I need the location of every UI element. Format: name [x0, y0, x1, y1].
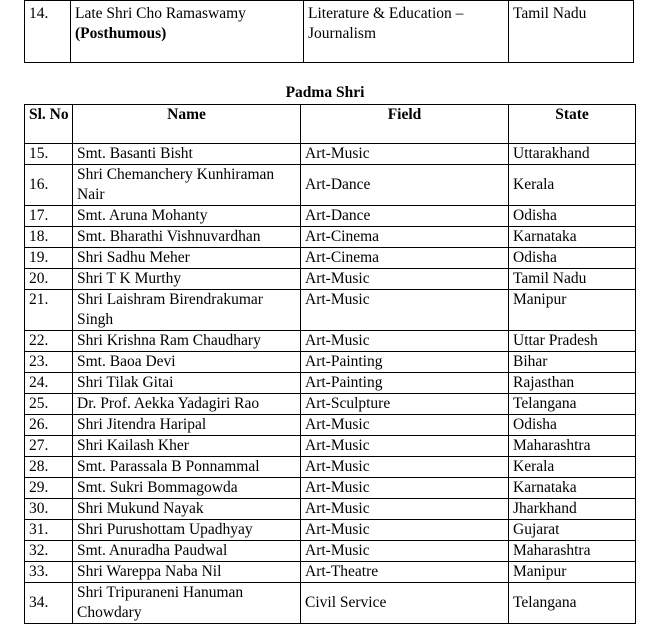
table-row — [25, 269, 636, 290]
field-cell: Art-Painting — [301, 352, 509, 373]
state-cell: Karnataka — [509, 478, 636, 499]
field-cell: Art-Music — [301, 144, 509, 165]
field-cell: Art-Cinema — [301, 227, 509, 248]
sl-cell: 25. — [25, 394, 73, 415]
field-cell: Art-Music — [301, 415, 509, 436]
state-cell: Gujarat — [509, 520, 636, 541]
header-state: State — [509, 105, 636, 144]
table-row — [25, 373, 636, 394]
name-cell: Smt. Sukri Bommagowda — [73, 478, 301, 499]
field-cell: Art-Music — [301, 290, 509, 331]
table-row — [25, 1, 634, 63]
name-cell: Smt. Anuradha Paudwal — [73, 541, 301, 562]
table-row — [25, 541, 636, 562]
name-cell: Shri Chemanchery Kunhiraman Nair — [73, 165, 301, 206]
table-row — [25, 499, 636, 520]
field-cell: Art-Painting — [301, 373, 509, 394]
state-cell: Kerala — [509, 165, 636, 206]
name-cell: Smt. Parassala B Ponnammal — [73, 457, 301, 478]
sl-cell: 23. — [25, 352, 73, 373]
name-cell: Shri Kailash Kher — [73, 436, 301, 457]
sl-cell: 32. — [25, 541, 73, 562]
name-cell: Shri Laishram Birendrakumar Singh — [73, 290, 301, 331]
name-cell: Shri Tripuraneni Hanuman Chowdary — [73, 583, 301, 624]
state-cell: Tamil Nadu — [509, 269, 636, 290]
table-row — [25, 165, 636, 206]
state-cell: Kerala — [509, 457, 636, 478]
section-title: Padma Shri — [285, 84, 365, 101]
name-cell: Shri T K Murthy — [73, 269, 301, 290]
sl-cell: 22. — [25, 331, 73, 352]
state-cell: Telangana — [509, 583, 636, 624]
header-name: Name — [73, 105, 301, 144]
state-cell: Odisha — [509, 415, 636, 436]
sl-cell: 27. — [25, 436, 73, 457]
field-cell: Art-Music — [301, 541, 509, 562]
field-cell: Art-Music — [301, 436, 509, 457]
table-row — [25, 352, 636, 373]
name-cell: Shri Krishna Ram Chaudhary — [73, 331, 301, 352]
name-cell: Smt. Baoa Devi — [73, 352, 301, 373]
awards-table-continued — [24, 0, 634, 63]
sl-cell: 17. — [25, 206, 73, 227]
table-row — [25, 227, 636, 248]
sl-cell: 21. — [25, 290, 73, 331]
field-cell: Art-Dance — [301, 206, 509, 227]
table-row — [25, 520, 636, 541]
name-cell: Shri Sadhu Meher — [73, 248, 301, 269]
field-cell: Art-Dance — [301, 165, 509, 206]
header-sl-no: Sl. No — [25, 105, 73, 144]
table-row — [25, 583, 636, 624]
field-cell: Art-Music — [301, 331, 509, 352]
padma-shri-table — [24, 104, 636, 624]
field-cell: Art-Music — [301, 269, 509, 290]
table-row — [25, 457, 636, 478]
field-cell: Art-Music — [301, 520, 509, 541]
table-row — [25, 562, 636, 583]
sl-cell: 15. — [25, 144, 73, 165]
state-cell: Manipur — [509, 290, 636, 331]
state-cell: Uttar Pradesh — [509, 331, 636, 352]
name-cell: Shri Wareppa Naba Nil — [73, 562, 301, 583]
posthumous-label: (Posthumous) — [75, 25, 167, 42]
sl-cell: 20. — [25, 269, 73, 290]
sl-cell: 16. — [25, 165, 73, 206]
sl-cell: 31. — [25, 520, 73, 541]
state-cell: Karnataka — [509, 227, 636, 248]
state-cell: Rajasthan — [509, 373, 636, 394]
sl-cell: 19. — [25, 248, 73, 269]
sl-cell: 33. — [25, 562, 73, 583]
table-row — [25, 415, 636, 436]
table-row — [25, 331, 636, 352]
name-cell: Smt. Basanti Bisht — [73, 144, 301, 165]
field-cell: Art-Music — [301, 478, 509, 499]
state-cell: Telangana — [509, 394, 636, 415]
name-cell: Smt. Bharathi Vishnuvardhan — [73, 227, 301, 248]
field-cell: Art-Music — [301, 457, 509, 478]
name-cell: Shri Tilak Gitai — [73, 373, 301, 394]
field-cell: Art-Music — [301, 499, 509, 520]
state-cell: Maharashtra — [509, 541, 636, 562]
field-cell: Literature & Education – Journalism — [304, 1, 509, 63]
state-cell: Jharkhand — [509, 499, 636, 520]
table-row — [25, 206, 636, 227]
field-cell: Civil Service — [301, 583, 509, 624]
header-row — [25, 105, 636, 144]
state-cell: Odisha — [509, 248, 636, 269]
name-cell: Smt. Aruna Mohanty — [73, 206, 301, 227]
sl-cell: 30. — [25, 499, 73, 520]
sl-cell: 29. — [25, 478, 73, 499]
table-row — [25, 478, 636, 499]
table-row — [25, 394, 636, 415]
table-row — [25, 436, 636, 457]
table-row — [25, 144, 636, 165]
sl-cell: 24. — [25, 373, 73, 394]
state-cell: Maharashtra — [509, 436, 636, 457]
sl-cell: 26. — [25, 415, 73, 436]
field-cell: Art-Theatre — [301, 562, 509, 583]
name-cell: Shri Jitendra Haripal — [73, 415, 301, 436]
name-cell: Dr. Prof. Aekka Yadagiri Rao — [73, 394, 301, 415]
name-cell: Shri Mukund Nayak — [73, 499, 301, 520]
name-cell: Shri Purushottam Upadhyay — [73, 520, 301, 541]
state-cell: Odisha — [509, 206, 636, 227]
state-cell: Uttarakhand — [509, 144, 636, 165]
sl-cell: 14. — [25, 1, 71, 63]
table-row — [25, 290, 636, 331]
field-cell: Art-Cinema — [301, 248, 509, 269]
sl-cell: 28. — [25, 457, 73, 478]
sl-cell: 34. — [25, 583, 73, 624]
state-cell: Tamil Nadu — [509, 1, 634, 63]
state-cell: Bihar — [509, 352, 636, 373]
state-cell: Manipur — [509, 562, 636, 583]
header-field: Field — [301, 105, 509, 144]
sl-cell: 18. — [25, 227, 73, 248]
name-cell — [71, 1, 304, 63]
table-row — [25, 248, 636, 269]
name-text: Late Shri Cho Ramaswamy — [75, 5, 246, 22]
field-cell: Art-Sculpture — [301, 394, 509, 415]
